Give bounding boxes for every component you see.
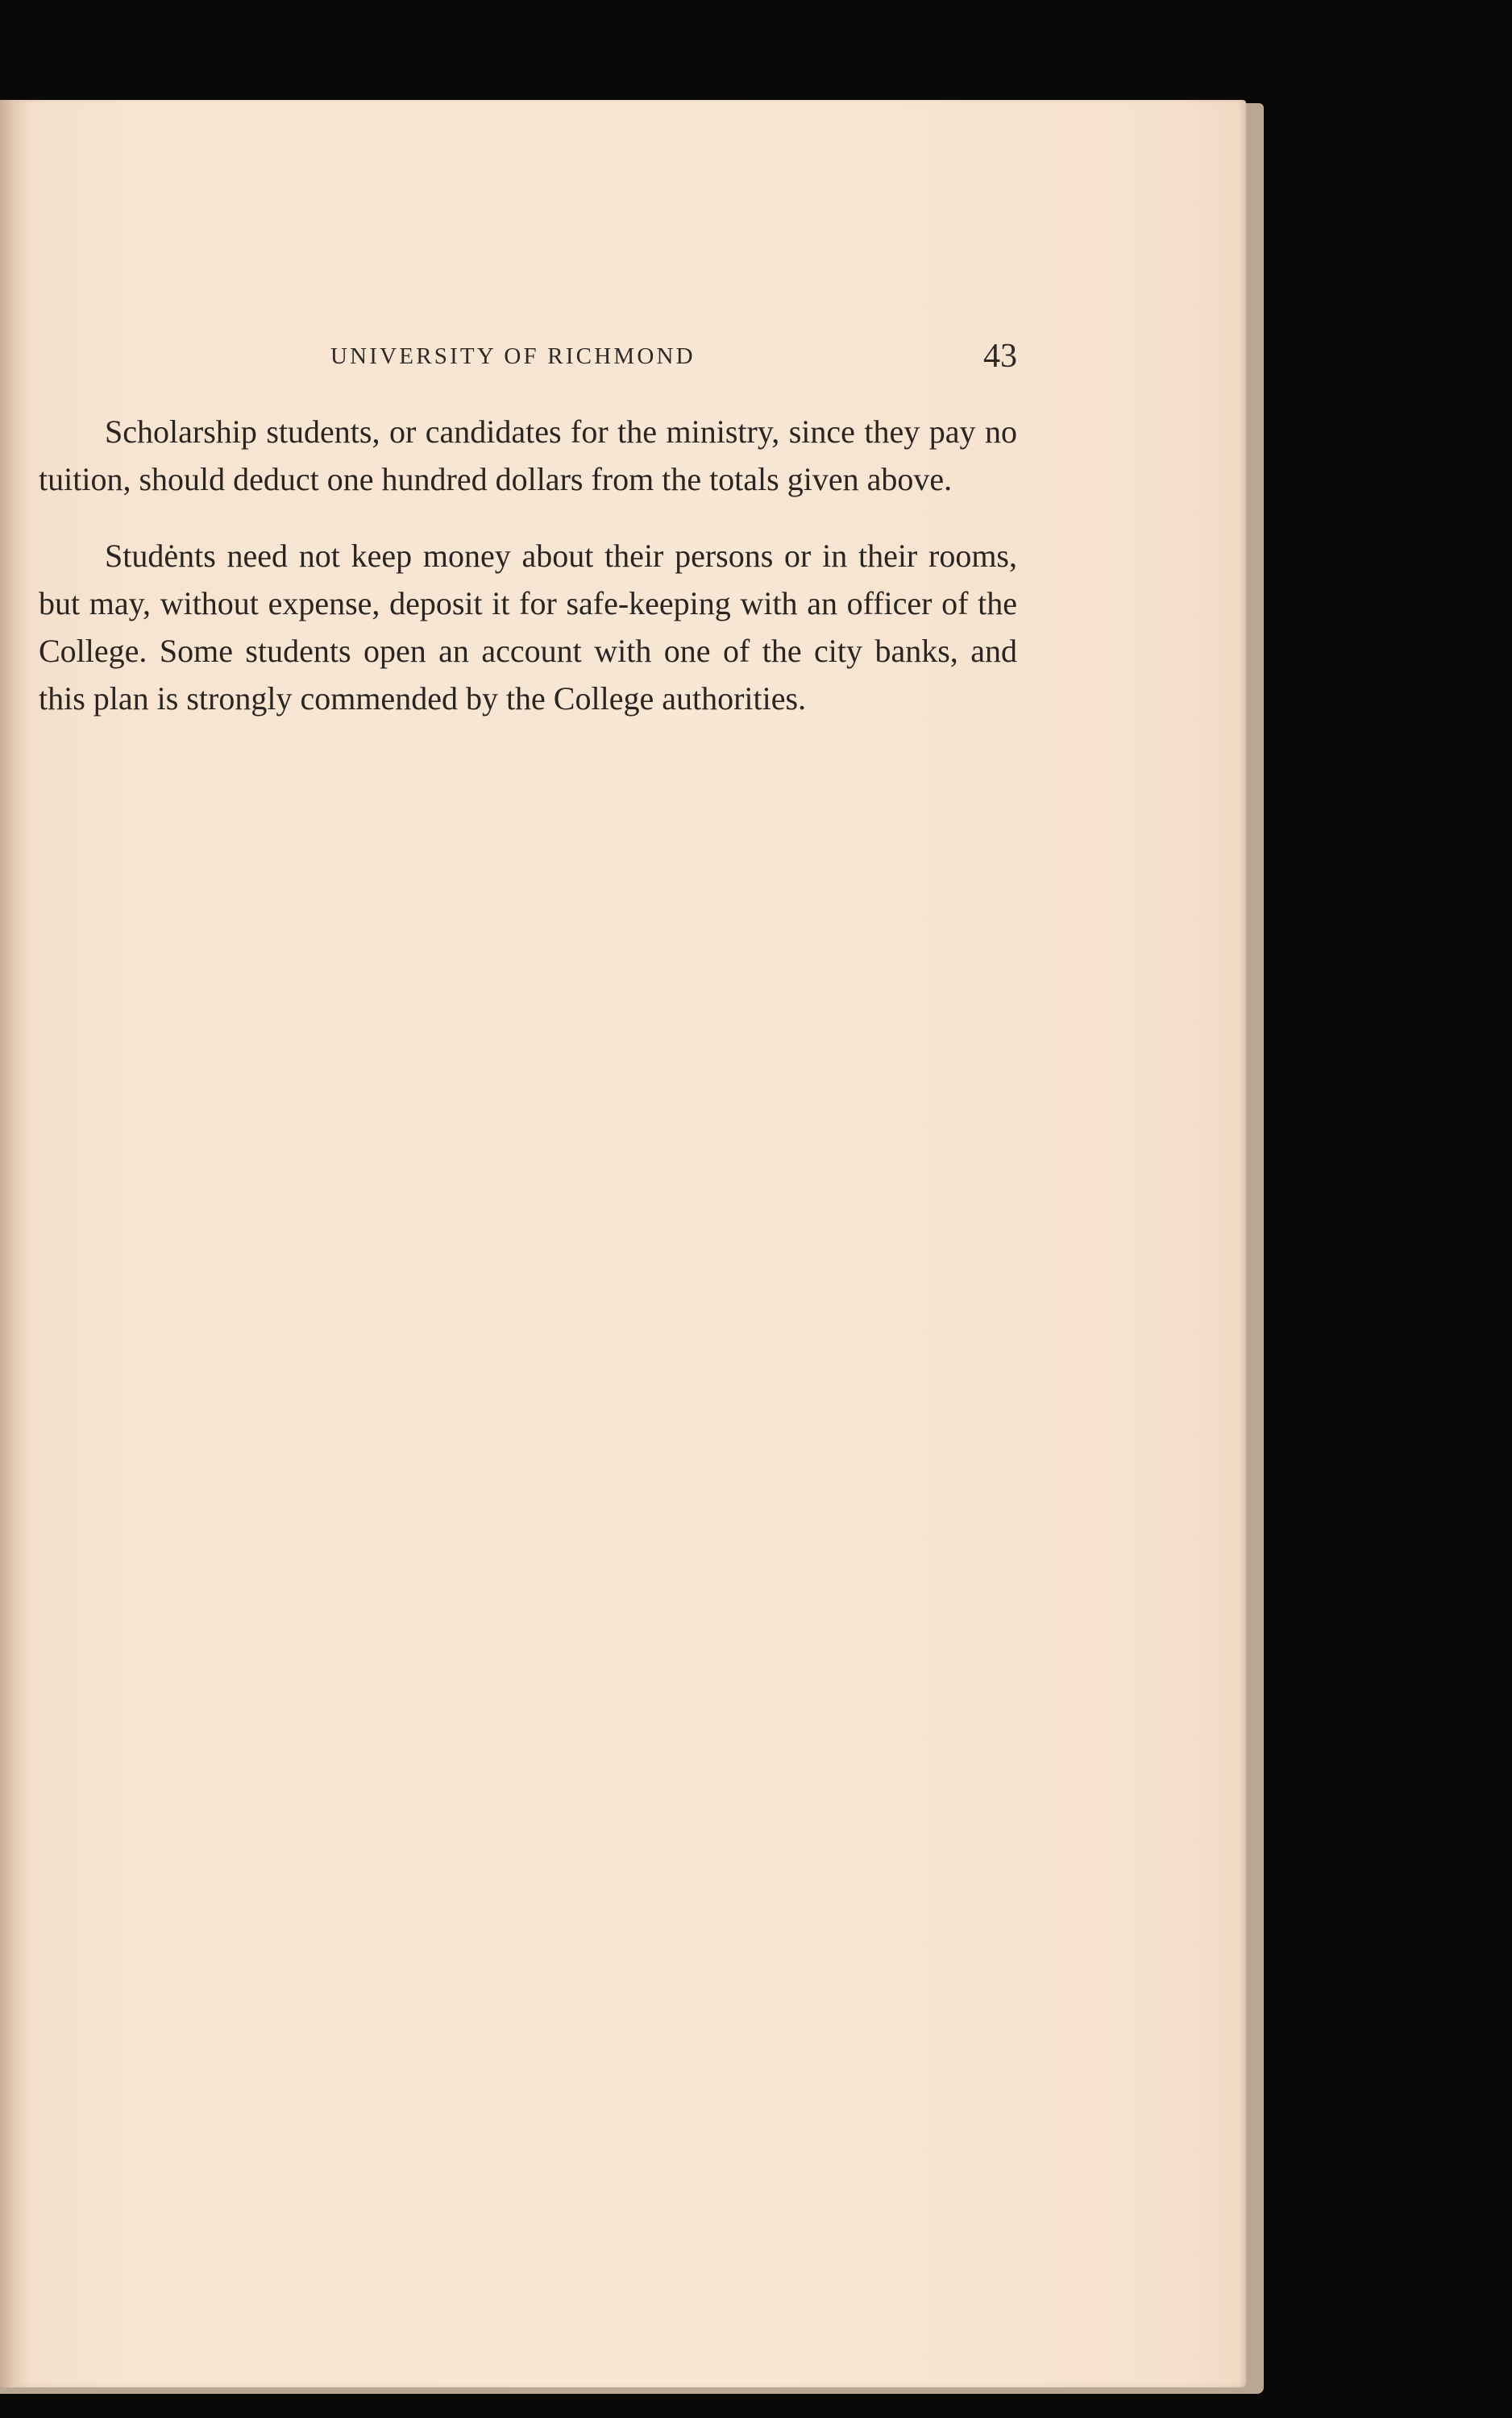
page-number: 43 bbox=[983, 338, 1017, 375]
paragraph-money-safekeeping: Studėnts need not keep money about their persons or in their rooms, but may, without expense, deposit it for safe-keeping with an officer of the College. Some students open an account with one of the city banks, and this plan is strongly commended by the College authorities. bbox=[39, 538, 1017, 717]
running-head-title: UNIVERSITY OF RICHMOND bbox=[330, 343, 696, 369]
page-gutter bbox=[0, 100, 27, 2387]
body-text bbox=[39, 408, 1017, 751]
paragraph-scholarship: Scholarship students, or candidates for the ministry, since they pay no tuition, should deduct one hundred dollars from the totals given above. bbox=[39, 413, 1017, 497]
running-head bbox=[0, 337, 1017, 377]
